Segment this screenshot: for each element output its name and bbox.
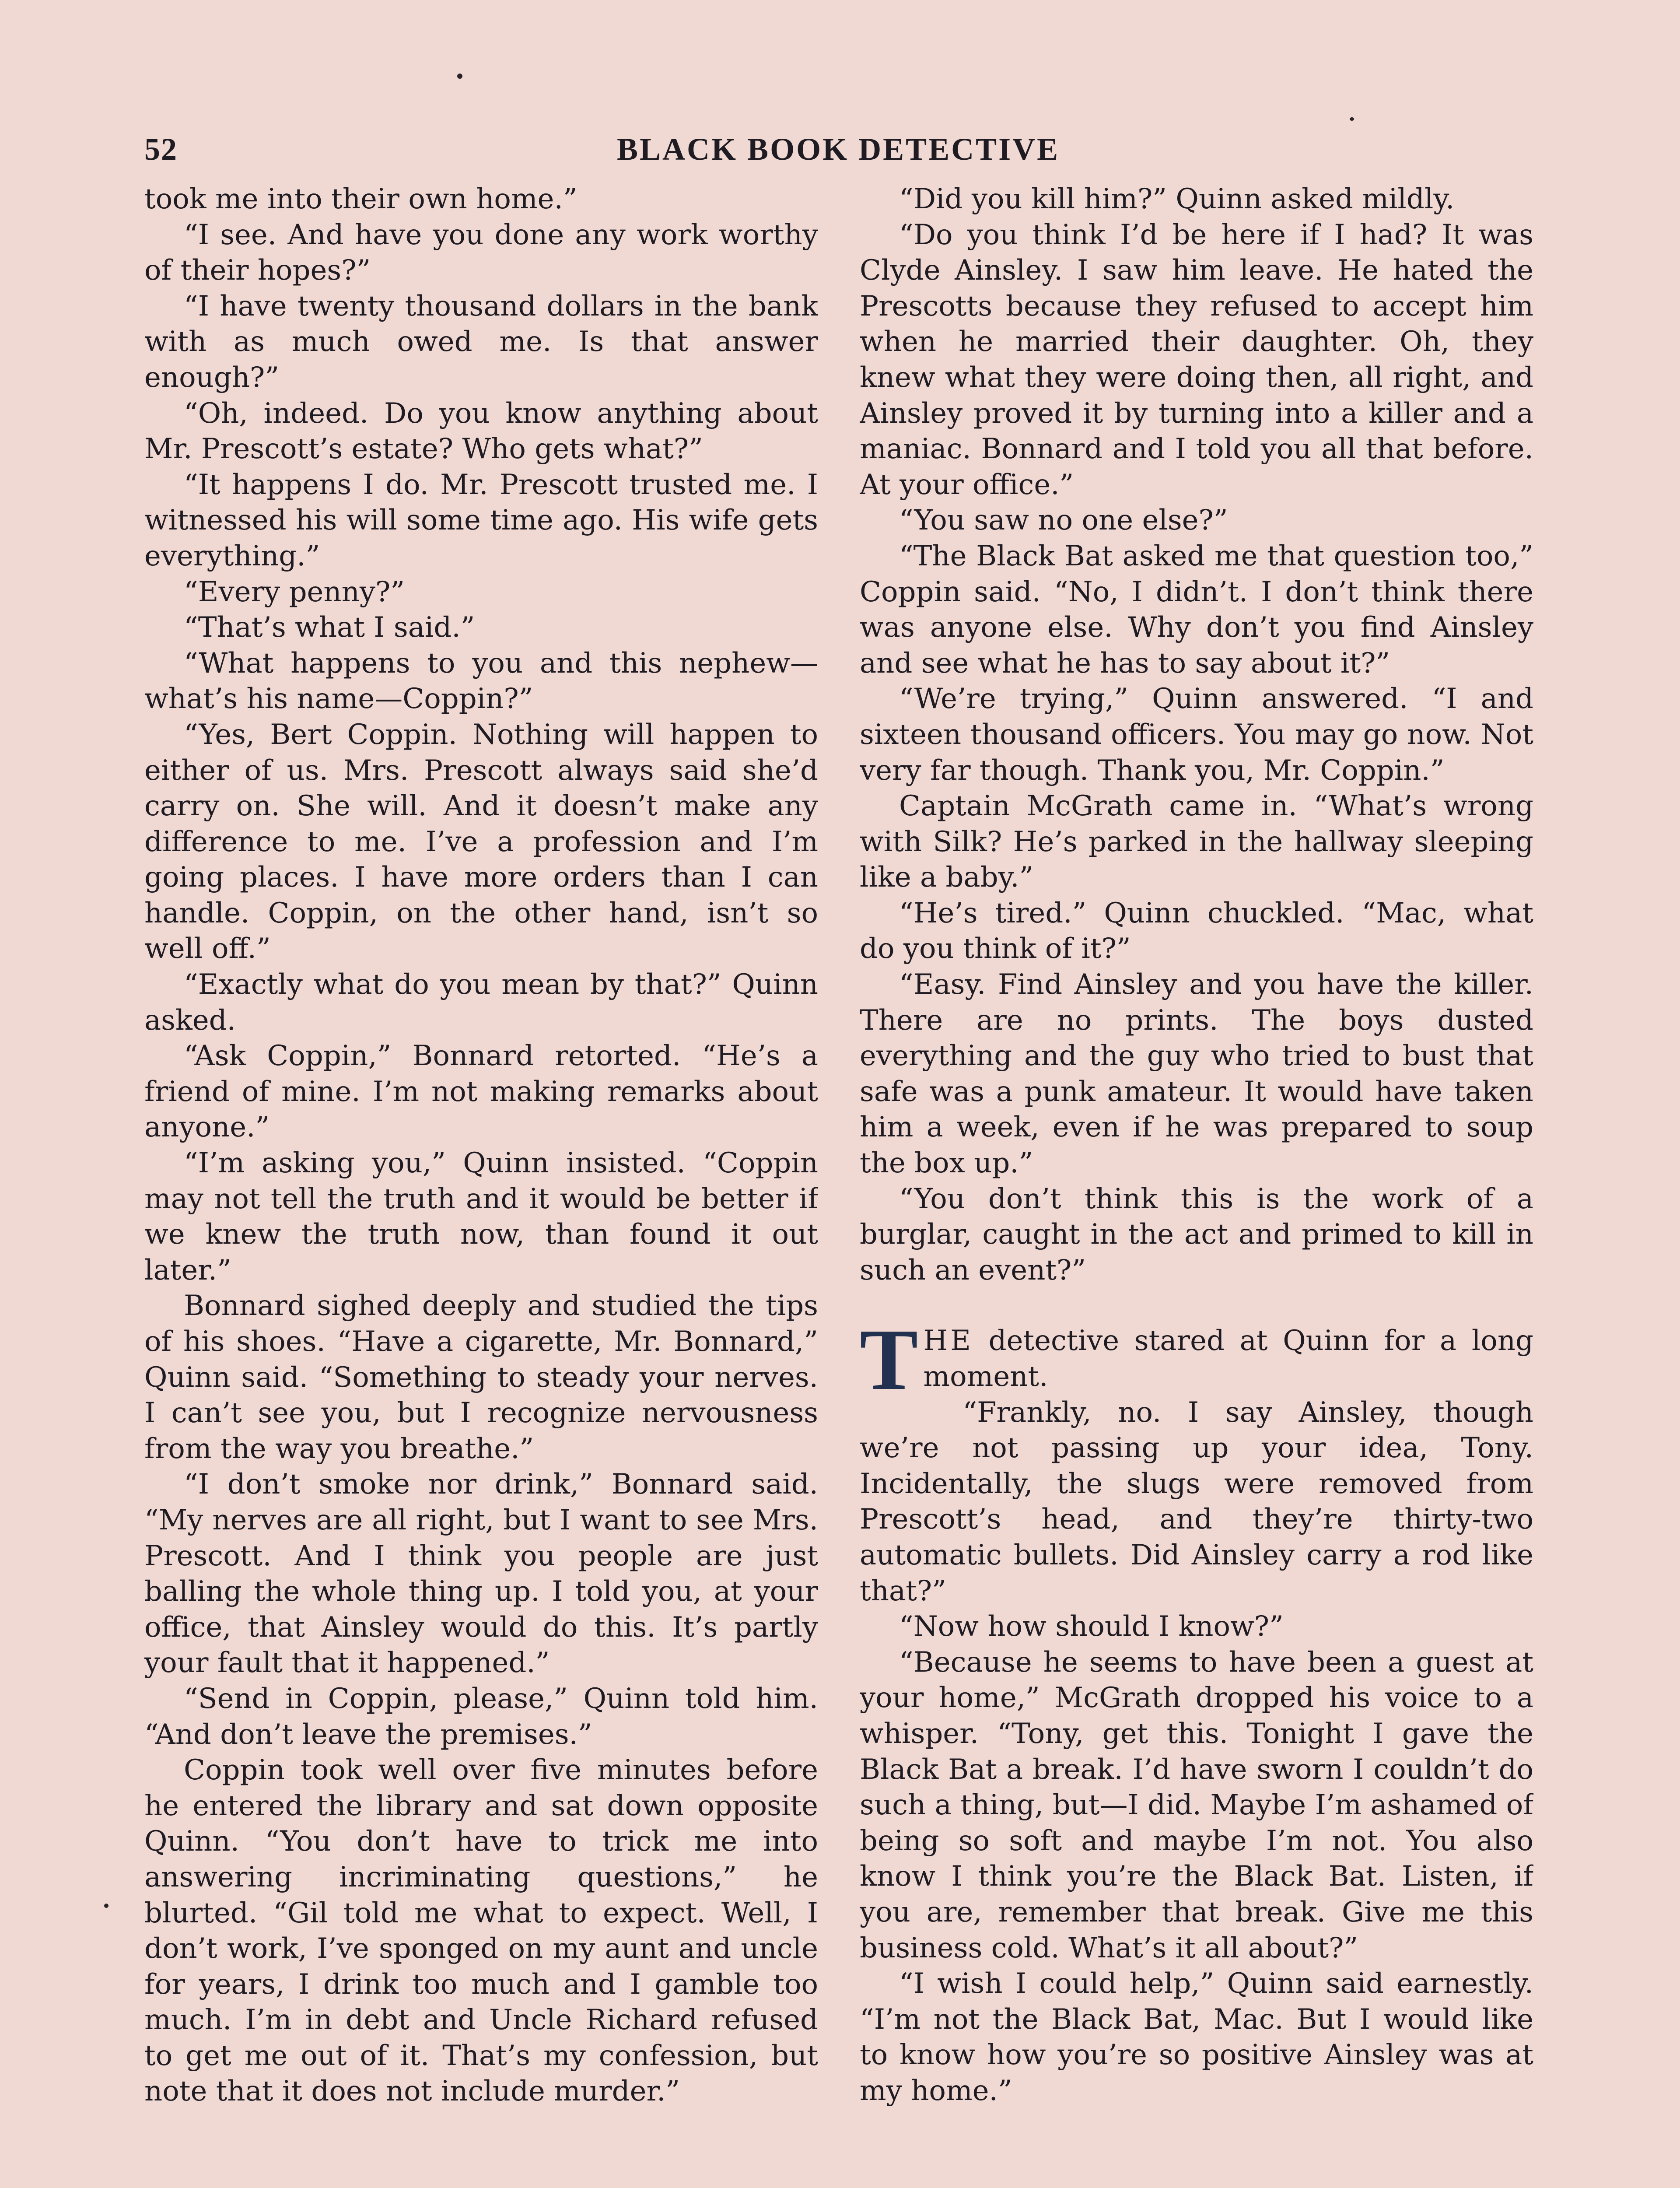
- paragraph: “I wish I could help,” Quinn said earnestly. “I’m not the Black Bat, Mac. But I would like to know how you’re so positive Ainsley was at my home.”: [860, 1967, 1533, 2107]
- paragraph: “He’s tired.” Quinn chuckled. “Mac, what do you think of it?”: [860, 897, 1533, 965]
- paragraph: “We’re trying,” Quinn answered. “I and sixteen thousand officers. You may go now. Not very far though. Thank you, Mr. Coppin.”: [860, 683, 1533, 787]
- paragraph: “Easy. Find Ainsley and you have the killer. There are no prints. The boys dusted everything and the guy who tried to bust that safe was a punk amateur. It would have taken him a week, even if he was prepared to soup the box up.”: [860, 968, 1533, 1180]
- dropcap-paragraph: [860, 1311, 1533, 1409]
- running-title: BLACK BOOK DETECTIVE: [617, 132, 1060, 167]
- print-speck: [457, 74, 462, 79]
- paragraph: “I see. And have you done any work worthy of their hopes?”: [144, 218, 818, 287]
- paragraph: “Send in Coppin, please,” Quinn told him. “And don’t leave the premises.”: [144, 1682, 818, 1751]
- print-speck: [104, 1904, 108, 1908]
- paragraph: “You saw no one else?”: [899, 504, 1228, 537]
- dropcap-text: detective stared at Quinn for a long moment.: [923, 1325, 1533, 1393]
- paragraph: “Ask Coppin,” Bonnard retorted. “He’s a friend of mine. I’m not making remarks about anyone.”: [144, 1040, 818, 1144]
- paragraph: “Because he seems to have been a guest at your home,” McGrath dropped his voice to a whisper. “Tony, get this. Tonight I gave the Black Bat a break. I’d have sworn I couldn’t do such a thing, but—I did. Maybe I’m ashamed of being so soft and maybe I’m not. You also know I think you’re the Black Bat. Listen, if you are, remember that break. Give me this business cold. What’s it all about?”: [860, 1646, 1533, 1964]
- paragraph: “Now how should I know?”: [899, 1610, 1284, 1643]
- paragraph: “I have twenty thousand dollars in the bank with as much owed me. Is that answer enough?”: [144, 290, 818, 394]
- paragraph: “Exactly what do you mean by that?” Quinn asked.: [144, 968, 818, 1037]
- paragraph: took me into their own home.”: [144, 183, 578, 215]
- paragraph: “Frankly, no. I say Ainsley, though we’re not passing up your idea, Tony. Incidentally, the slugs were removed from Prescott’s head, and they’re thirty-two automatic bullets. Did Ainsley carry a rod like that?”: [860, 1396, 1533, 1607]
- paragraph: “Did you kill him?” Quinn asked mildly.: [899, 183, 1455, 215]
- paragraph: Coppin took well over five minutes before he entered the library and sat down opposite Quinn. “You don’t have to trick me into answering incriminating questions,” he blurted. “Gil told me what to expect. Well, I don’t work, I’ve sponged on my aunt and uncle for years, I drink too much and I gamble too much. I’m in debt and Uncle Richard refused to get me out of it. That’s my confession, but note that it does not include murder.”: [144, 1754, 818, 2108]
- paragraph: “You don’t think this is the work of a burglar, caught in the act and primed to kill in such an event?”: [860, 1182, 1533, 1287]
- paragraph: “It happens I do. Mr. Prescott trusted me. I witnessed his will some time ago. His wife gets everything.”: [144, 468, 818, 572]
- paragraph: Bonnard sighed deeply and studied the tips of his shoes. “Have a cigarette, Mr. Bonnard,” Quinn said. “Something to steady your nerves. I can’t see you, but I recognize nervousness from the way you breathe.”: [144, 1290, 818, 1465]
- paragraph: “That’s what I said.”: [184, 611, 475, 644]
- right-column: [860, 182, 1533, 2188]
- paragraph: Captain McGrath came in. “What’s wrong with Silk? He’s parked in the hallway sleeping like a baby.”: [860, 790, 1533, 894]
- drop-cap: T: [860, 1311, 918, 1409]
- dropcap-small-caps: HE: [923, 1325, 973, 1357]
- paragraph: “The Black Bat asked me that question too,” Coppin said. “No, I didn’t. I don’t think there was anyone else. Why don’t you find Ainsley and see what he has to say about it?”: [860, 540, 1533, 680]
- page-number: 52: [144, 132, 178, 167]
- paragraph: “I don’t smoke nor drink,” Bonnard said. “My nerves are all right, but I want to see Mrs. Prescott. And I think you people are just balling the whole thing up. I told you, at your office, that Ainsley would do this. It’s partly your fault that it happened.”: [144, 1468, 818, 1680]
- paragraph: “Oh, indeed. Do you know anything about Mr. Prescott’s estate? Who gets what?”: [144, 397, 818, 466]
- paragraph: “Every penny?”: [184, 575, 405, 608]
- paragraph: “I’m asking you,” Quinn insisted. “Coppin may not tell the truth and it would be better if we knew the truth now, than found it out later.”: [144, 1147, 818, 1287]
- page-header: [144, 131, 1536, 179]
- print-speck: [1350, 117, 1354, 121]
- paragraph: “Yes, Bert Coppin. Nothing will happen to either of us. Mrs. Prescott always said she’d carry on. She will. And it doesn’t make any difference to me. I’ve a profession and I’m going places. I have more orders than I can handle. Coppin, on the other hand, isn’t so well off.”: [144, 718, 818, 965]
- paragraph: “What happens to you and this nephew—what’s his name—Coppin?”: [144, 647, 818, 715]
- left-column: [144, 182, 818, 2188]
- section-break: [860, 1288, 1533, 1323]
- paragraph: “Do you think I’d be here if I had? It was Clyde Ainsley. I saw him leave. He hated the Prescotts because they refused to accept him when he married their daughter. Oh, they knew what they were doing then, all right, and Ainsley proved it by turning into a killer and a maniac. Bonnard and I told you all that before. At your office.”: [860, 218, 1533, 501]
